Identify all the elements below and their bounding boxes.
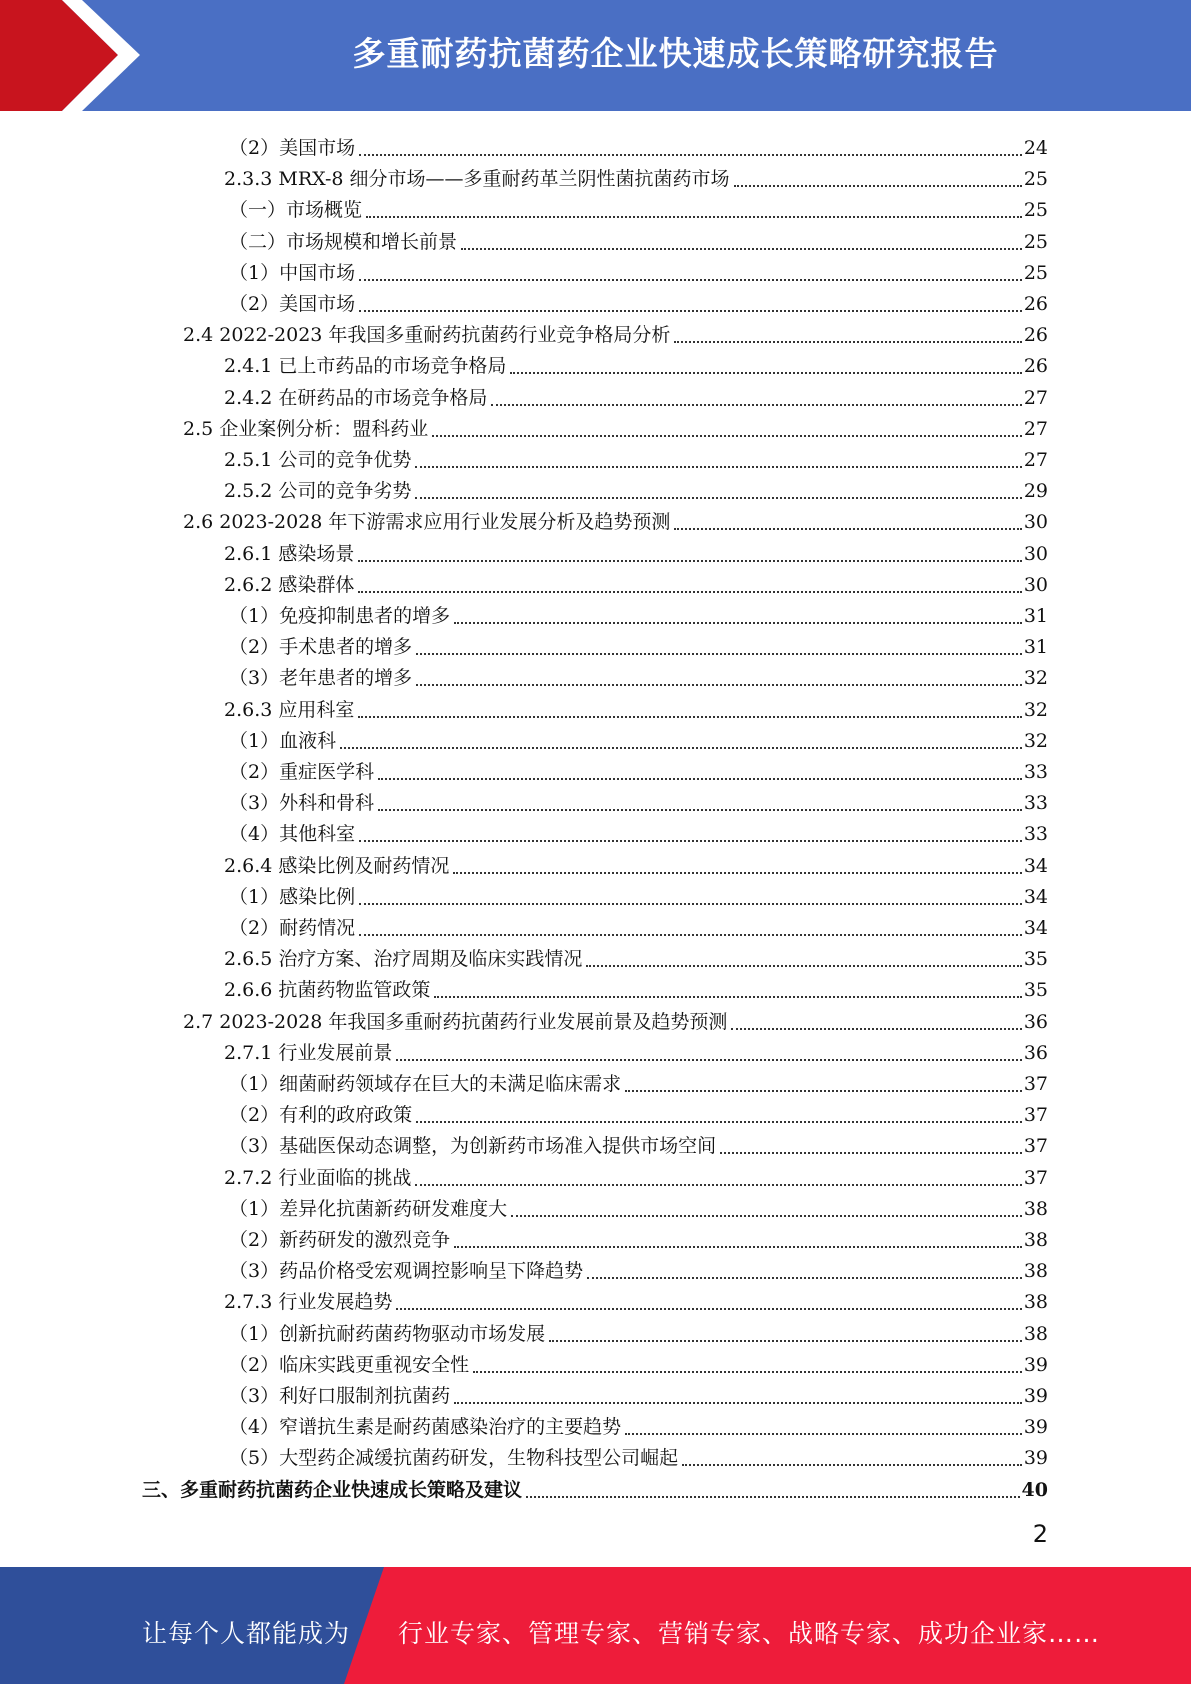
toc-dot-leader <box>526 1478 1020 1498</box>
toc-entry-page: 25 <box>1023 199 1048 222</box>
toc-entry-page: 25 <box>1023 261 1048 284</box>
toc-entry[interactable] <box>229 658 1048 689</box>
toc-entry-label: （1）血液科 <box>229 729 337 752</box>
toc-entry[interactable] <box>224 534 1048 565</box>
toc-entry-page: 34 <box>1023 917 1048 939</box>
toc-entry[interactable] <box>229 752 1048 783</box>
toc-entry-page: 38 <box>1023 1229 1048 1251</box>
toc-dot-leader <box>416 666 1022 686</box>
toc-entry[interactable] <box>142 1470 1048 1501</box>
toc-entry[interactable] <box>229 253 1048 284</box>
toc-entry[interactable] <box>229 627 1048 658</box>
toc-entry-label: 2.6.5 治疗方案、治疗周期及临床实践情况 <box>224 948 583 971</box>
toc-entry-page: 39 <box>1023 1385 1048 1407</box>
toc-entry[interactable] <box>224 690 1048 721</box>
toc-dot-leader <box>358 698 1021 718</box>
toc-entry[interactable] <box>229 1126 1048 1157</box>
toc-entry-label: （1）免疫抑制患者的增多 <box>229 605 451 627</box>
toc-entry-label: 2.7 2023-2028 年我国多重耐药抗菌药行业发展前景及趋势预测 <box>183 1010 728 1033</box>
toc-entry-label: （2）重症医学科 <box>229 761 375 783</box>
toc-entry-page: 32 <box>1023 698 1048 721</box>
toc-entry-page: 36 <box>1023 1041 1048 1064</box>
toc-entry-label: （3）外科和骨科 <box>229 792 375 815</box>
toc-entry-label: 三、多重耐药抗菌药企业快速成长策略及建议 <box>142 1478 523 1501</box>
toc-dot-leader <box>682 1446 1022 1466</box>
toc-entry-page: 37 <box>1023 1166 1048 1189</box>
toc-entry-label: （4）窄谱抗生素是耐药菌感染治疗的主要趋势 <box>229 1416 622 1439</box>
toc-entry-page: 33 <box>1023 823 1048 846</box>
toc-entry[interactable] <box>229 1064 1048 1095</box>
toc-entry-page: 27 <box>1023 449 1048 471</box>
toc-dot-leader <box>415 448 1021 468</box>
toc-entry[interactable] <box>183 315 1048 346</box>
toc-entry[interactable] <box>229 1407 1048 1438</box>
toc-entry-label: （二）市场规模和增长前景 <box>229 230 458 253</box>
toc-entry[interactable] <box>224 970 1048 1001</box>
toc-entry-label: 2.6.6 抗菌药物监管政策 <box>224 979 431 1002</box>
toc-entry-label: 2.6.4 感染比例及耐药情况 <box>224 854 450 877</box>
toc-entry-page: 30 <box>1023 511 1048 534</box>
toc-dot-leader <box>378 791 1022 811</box>
toc-entry[interactable] <box>224 1282 1048 1313</box>
toc-entry[interactable] <box>229 877 1048 908</box>
page-number: 2 <box>1032 1520 1048 1548</box>
toc-dot-leader <box>734 167 1022 187</box>
toc-dot-leader <box>358 542 1021 562</box>
toc-entry[interactable] <box>183 502 1048 533</box>
toc-entry-page: 30 <box>1023 542 1048 565</box>
toc-entry-label: （1）细菌耐药领域存在巨大的未满足临床需求 <box>229 1073 622 1095</box>
toc-entry-label: （5）大型药企减缓抗菌药研发，生物科技型公司崛起 <box>229 1447 679 1470</box>
toc-entry-label: （4）其他科室 <box>229 823 356 846</box>
toc-entry-label: 2.5 企业案例分析：盟科药业 <box>183 417 429 440</box>
toc-dot-leader <box>415 479 1021 499</box>
toc-entry[interactable] <box>224 346 1048 377</box>
toc-entry-label: 2.6.3 应用科室 <box>224 698 355 721</box>
toc-dot-leader <box>378 760 1022 780</box>
toc-entry-label: （一）市场概览 <box>229 199 363 222</box>
toc-entry-label: （3）利好口服制剂抗菌药 <box>229 1385 451 1407</box>
toc-entry-label: 2.4 2022-2023 年我国多重耐药抗菌药行业竞争格局分析 <box>183 324 671 347</box>
toc-entry[interactable] <box>229 1189 1048 1220</box>
toc-entry-page: 34 <box>1023 885 1048 908</box>
toc-entry-page: 39 <box>1023 1416 1048 1439</box>
toc-dot-leader <box>587 1259 1022 1279</box>
toc-entry-page: 25 <box>1023 168 1048 191</box>
toc-entry[interactable] <box>224 440 1048 471</box>
toc-dot-leader <box>358 573 1021 593</box>
toc-entry-page: 38 <box>1023 1322 1048 1345</box>
toc-entry-page: 32 <box>1023 667 1048 690</box>
toc-entry-label: （2）耐药情况 <box>229 917 356 939</box>
toc-entry[interactable] <box>229 284 1048 315</box>
toc-entry[interactable] <box>224 846 1048 877</box>
toc-dot-leader <box>491 386 1021 406</box>
toc-dot-leader <box>625 1415 1022 1435</box>
toc-dot-leader <box>731 1010 1021 1030</box>
toc-entry-label: （2）新药研发的激烈竞争 <box>229 1229 451 1251</box>
toc-entry-label: 2.7.1 行业发展前景 <box>224 1041 393 1064</box>
toc-dot-leader <box>396 1041 1021 1061</box>
toc-entry[interactable] <box>229 222 1048 253</box>
toc-entry-label: （3）老年患者的增多 <box>229 667 413 690</box>
toc-entry[interactable] <box>229 190 1048 221</box>
toc-entry-label: （1）差异化抗菌新药研发难度大 <box>229 1197 508 1220</box>
toc-dot-leader <box>416 1103 1022 1123</box>
toc-entry[interactable] <box>224 471 1048 502</box>
toc-entry-page: 26 <box>1023 293 1048 315</box>
toc-dot-leader <box>359 261 1022 281</box>
toc-dot-leader <box>510 354 1021 374</box>
toc-dot-leader <box>340 729 1022 749</box>
toc-dot-leader <box>359 885 1022 905</box>
toc-entry[interactable] <box>229 1220 1048 1251</box>
toc-entry-label: 2.7.2 行业面临的挑战 <box>224 1166 412 1189</box>
footer-band <box>0 1567 1191 1684</box>
toc-entry-label: 2.4.1 已上市药品的市场竞争格局 <box>224 355 507 378</box>
toc-dot-leader <box>454 1384 1022 1404</box>
toc-entry-label: （2）有利的政府政策 <box>229 1104 413 1127</box>
toc-entry[interactable] <box>229 1251 1048 1282</box>
toc-dot-leader <box>454 1228 1022 1248</box>
header-arrow-decoration <box>0 0 150 111</box>
toc-dot-leader <box>549 1322 1022 1342</box>
toc-entry-label: （1）感染比例 <box>229 885 356 908</box>
toc-entry-page: 39 <box>1023 1353 1048 1376</box>
toc-entry-page: 40 <box>1021 1478 1048 1501</box>
toc-entry[interactable] <box>229 1345 1048 1376</box>
toc-entry[interactable] <box>224 939 1048 970</box>
footer-slogan-right: 行业专家、管理专家、营销专家、战略专家、成功企业家…… <box>398 1619 1101 1648</box>
toc-entry-label: 2.5.1 公司的竞争优势 <box>224 449 412 471</box>
toc-entry-label: （2）临床实践更重视安全性 <box>229 1353 470 1376</box>
toc-entry-page: 33 <box>1023 761 1048 783</box>
toc-entry-page: 26 <box>1023 324 1048 347</box>
toc-entry-page: 24 <box>1023 137 1048 159</box>
toc-entry-label: （2）美国市场 <box>229 137 356 159</box>
toc-dot-leader <box>416 635 1022 655</box>
toc-dot-leader <box>473 1353 1022 1373</box>
toc-entry-page: 38 <box>1023 1197 1048 1220</box>
toc-entry-label: （1）中国市场 <box>229 261 356 284</box>
toc-entry-page: 38 <box>1023 1260 1048 1283</box>
footer-slogan-left: 让每个人都能成为 <box>142 1619 351 1648</box>
toc-entry-label: （1）创新抗耐药菌药物驱动市场发展 <box>229 1322 546 1345</box>
toc-entry-page: 25 <box>1023 230 1048 253</box>
toc-entry-page: 30 <box>1023 573 1048 596</box>
toc-entry[interactable] <box>229 1438 1048 1469</box>
toc-entry[interactable] <box>229 783 1048 814</box>
toc-entry-page: 38 <box>1023 1291 1048 1314</box>
toc-entry[interactable] <box>229 721 1048 752</box>
toc-entry-page: 27 <box>1023 386 1048 409</box>
toc-entry[interactable] <box>229 1314 1048 1345</box>
toc-entry[interactable] <box>229 596 1048 627</box>
header-band <box>0 0 1191 111</box>
toc-dot-leader <box>359 916 1022 936</box>
toc-dot-leader <box>415 1166 1021 1186</box>
toc-entry-label: （2）美国市场 <box>229 293 356 315</box>
toc-dot-leader <box>586 947 1021 967</box>
toc-dot-leader <box>461 230 1022 250</box>
toc-entry-page: 37 <box>1023 1073 1048 1095</box>
toc-entry-label: （3）基础医保动态调整，为创新药市场准入提供市场空间 <box>229 1135 717 1158</box>
toc-entry-label: 2.7.3 行业发展趋势 <box>224 1291 393 1314</box>
toc-entry[interactable] <box>224 1033 1048 1064</box>
toc-entry-page: 33 <box>1023 792 1048 815</box>
toc-dot-leader <box>720 1134 1022 1154</box>
toc-entry[interactable] <box>224 378 1048 409</box>
toc-dot-leader <box>511 1197 1022 1217</box>
toc-entry-page: 32 <box>1023 729 1048 752</box>
toc-entry[interactable] <box>229 908 1048 939</box>
toc-entry-label: 2.6.2 感染群体 <box>224 573 355 596</box>
toc-dot-leader <box>359 292 1022 312</box>
toc-entry-page: 34 <box>1023 854 1048 877</box>
toc-entry[interactable] <box>224 1158 1048 1189</box>
toc-entry[interactable] <box>229 1095 1048 1126</box>
toc-entry-page: 29 <box>1023 480 1048 503</box>
toc-dot-leader <box>366 198 1022 218</box>
toc-entry-label: （3）药品价格受宏观调控影响呈下降趋势 <box>229 1260 584 1283</box>
toc-entry[interactable] <box>229 814 1048 845</box>
toc-dot-leader <box>674 323 1021 343</box>
toc-dot-leader <box>453 854 1021 874</box>
toc-dot-leader <box>396 1290 1021 1310</box>
toc-entry-page: 36 <box>1023 1010 1048 1033</box>
toc-entry-page: 39 <box>1023 1447 1048 1470</box>
toc-dot-leader <box>359 136 1022 156</box>
toc-dot-leader <box>432 417 1022 437</box>
toc-dot-leader <box>434 978 1021 998</box>
toc-entry-page: 31 <box>1023 636 1048 659</box>
toc-entry-page: 27 <box>1023 417 1048 440</box>
toc-entry-page: 35 <box>1023 948 1048 971</box>
toc-dot-leader <box>359 822 1022 842</box>
toc-entry-label: 2.5.2 公司的竞争劣势 <box>224 480 412 503</box>
toc-entry-page: 35 <box>1023 979 1048 1002</box>
toc-entry-page: 26 <box>1023 355 1048 378</box>
toc-entry-page: 31 <box>1023 605 1048 627</box>
toc-entry[interactable] <box>229 128 1048 159</box>
toc-entry-page: 37 <box>1023 1104 1048 1127</box>
toc-dot-leader <box>674 510 1021 530</box>
toc-entry-page: 37 <box>1023 1135 1048 1158</box>
toc-entry[interactable] <box>183 409 1048 440</box>
toc-entry-label: 2.4.2 在研药品的市场竞争格局 <box>224 386 488 409</box>
toc-entry[interactable] <box>224 159 1048 190</box>
toc-dot-leader <box>625 1072 1022 1092</box>
toc-entry-label: 2.6.1 感染场景 <box>224 542 355 565</box>
toc-entry-label: 2.6 2023-2028 年下游需求应用行业发展分析及趋势预测 <box>183 511 671 534</box>
toc-entry-label: （2）手术患者的增多 <box>229 636 413 659</box>
report-title: 多重耐药抗菌药企业快速成长策略研究报告 <box>352 34 999 73</box>
toc-entry[interactable] <box>224 565 1048 596</box>
toc-entry[interactable] <box>229 1376 1048 1407</box>
toc-entry-label: 2.3.3 MRX-8 细分市场——多重耐药革兰阴性菌抗菌药市场 <box>224 168 730 191</box>
toc-dot-leader <box>454 604 1022 624</box>
toc-entry[interactable] <box>183 1002 1048 1033</box>
